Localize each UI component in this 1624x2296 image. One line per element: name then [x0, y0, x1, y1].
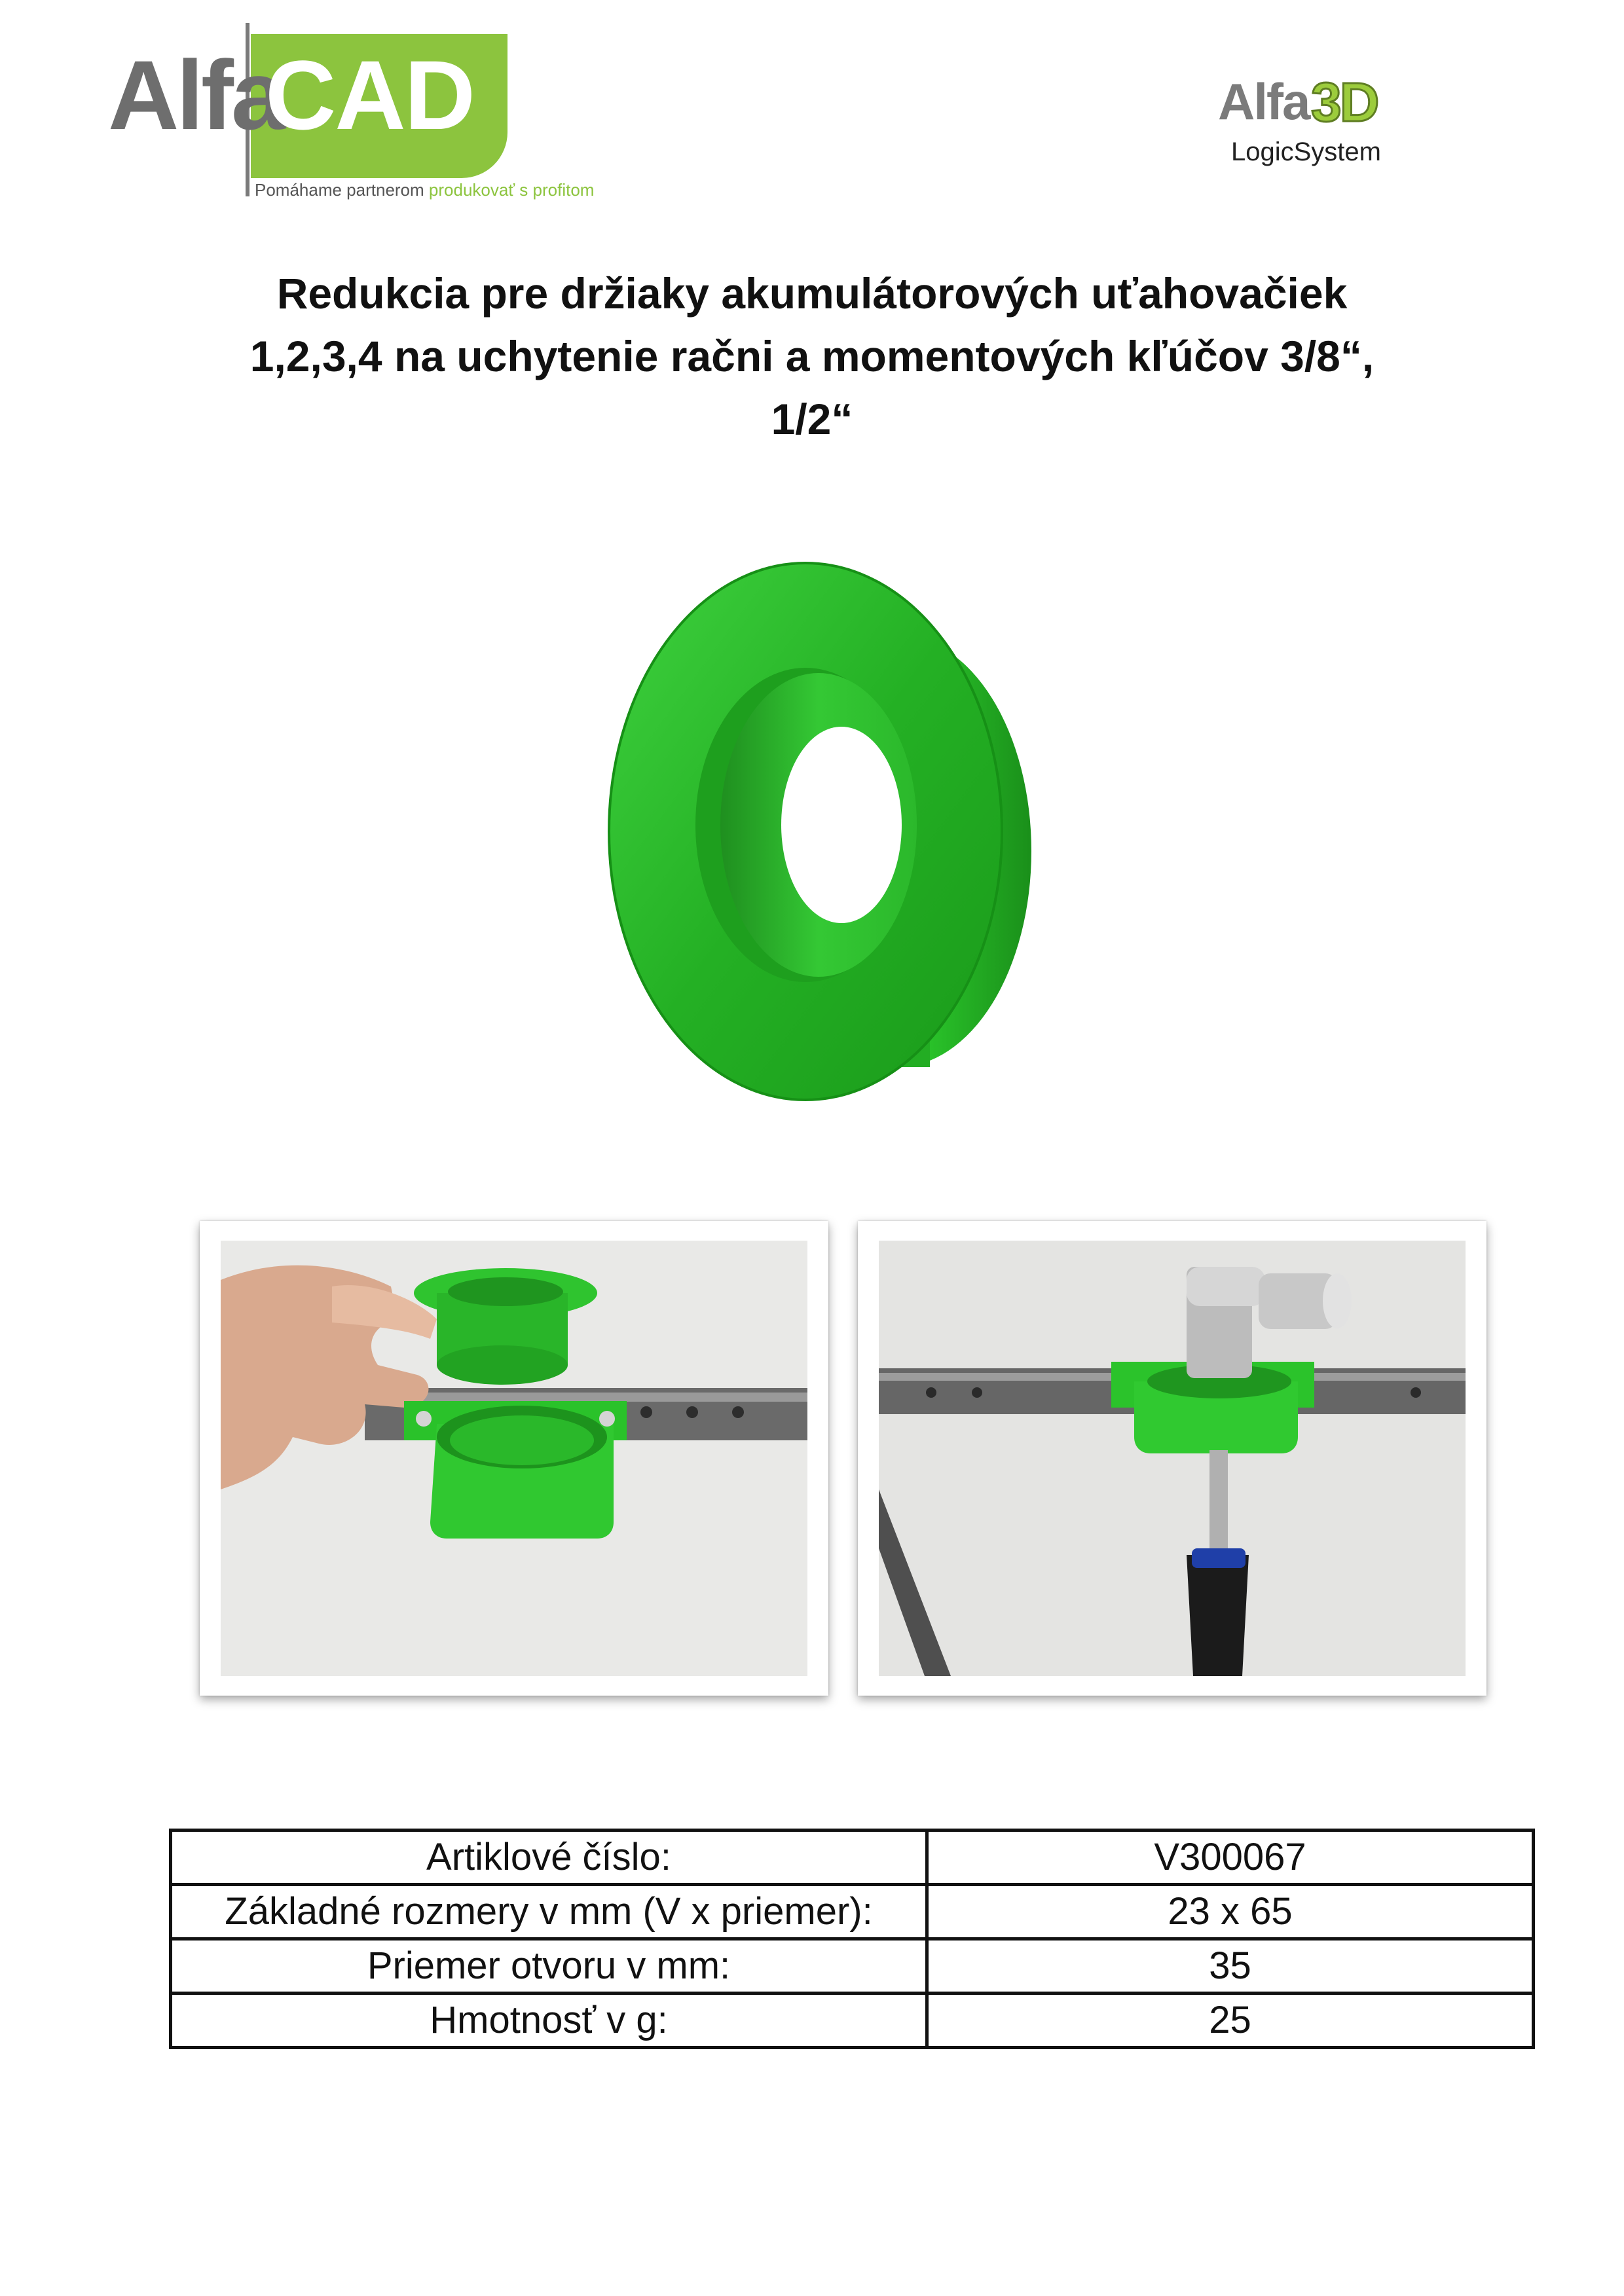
logo-alfa-text: Alfa	[108, 40, 284, 150]
spec-value: 35	[927, 1939, 1534, 1994]
spec-value: V300067	[927, 1831, 1534, 1885]
table-row	[171, 1885, 1534, 1939]
photo-right-image	[879, 1241, 1466, 1676]
title-line-1: Redukcia pre držiaky akumulátorových uťahovačiek	[276, 269, 1348, 318]
logo-cad-text: CAD	[265, 40, 474, 150]
table-row	[171, 1831, 1534, 1885]
alfacad-logo	[108, 20, 595, 203]
photo-holder-insertion	[200, 1221, 828, 1696]
table-row	[171, 1994, 1534, 2048]
photo-left-image	[221, 1241, 807, 1676]
logo-tagline	[255, 180, 594, 200]
title-line-2: 1,2,3,4 na uchytenie račni a momentových kľúčov 3/8“,	[249, 332, 1375, 380]
product-title	[151, 262, 1473, 450]
alfa3d-3d-text: 3D	[1311, 71, 1378, 133]
spec-table	[169, 1829, 1535, 2049]
photo-ratchet-mounted	[858, 1221, 1486, 1696]
spec-value: 23 x 65	[927, 1885, 1534, 1939]
spec-label: Hmotnosť v g:	[171, 1994, 927, 2048]
title-line-3: 1/2“	[771, 395, 853, 443]
product-render-image	[589, 511, 1113, 1152]
alfa3d-logo	[1205, 65, 1480, 177]
tagline-green: produkovať s profitom	[428, 180, 595, 200]
spec-value: 25	[927, 1994, 1534, 2048]
alfa3d-subtitle: LogicSystem	[1231, 137, 1381, 166]
table-row	[171, 1939, 1534, 1994]
spec-label: Základné rozmery v mm (V x priemer):	[171, 1885, 927, 1939]
spec-label: Artiklové číslo:	[171, 1831, 927, 1885]
spec-label: Priemer otvoru v mm:	[171, 1939, 927, 1994]
tagline-gray: Pomáhame partnerom	[255, 180, 429, 200]
alfa3d-alfa-text: Alfa	[1218, 73, 1310, 130]
